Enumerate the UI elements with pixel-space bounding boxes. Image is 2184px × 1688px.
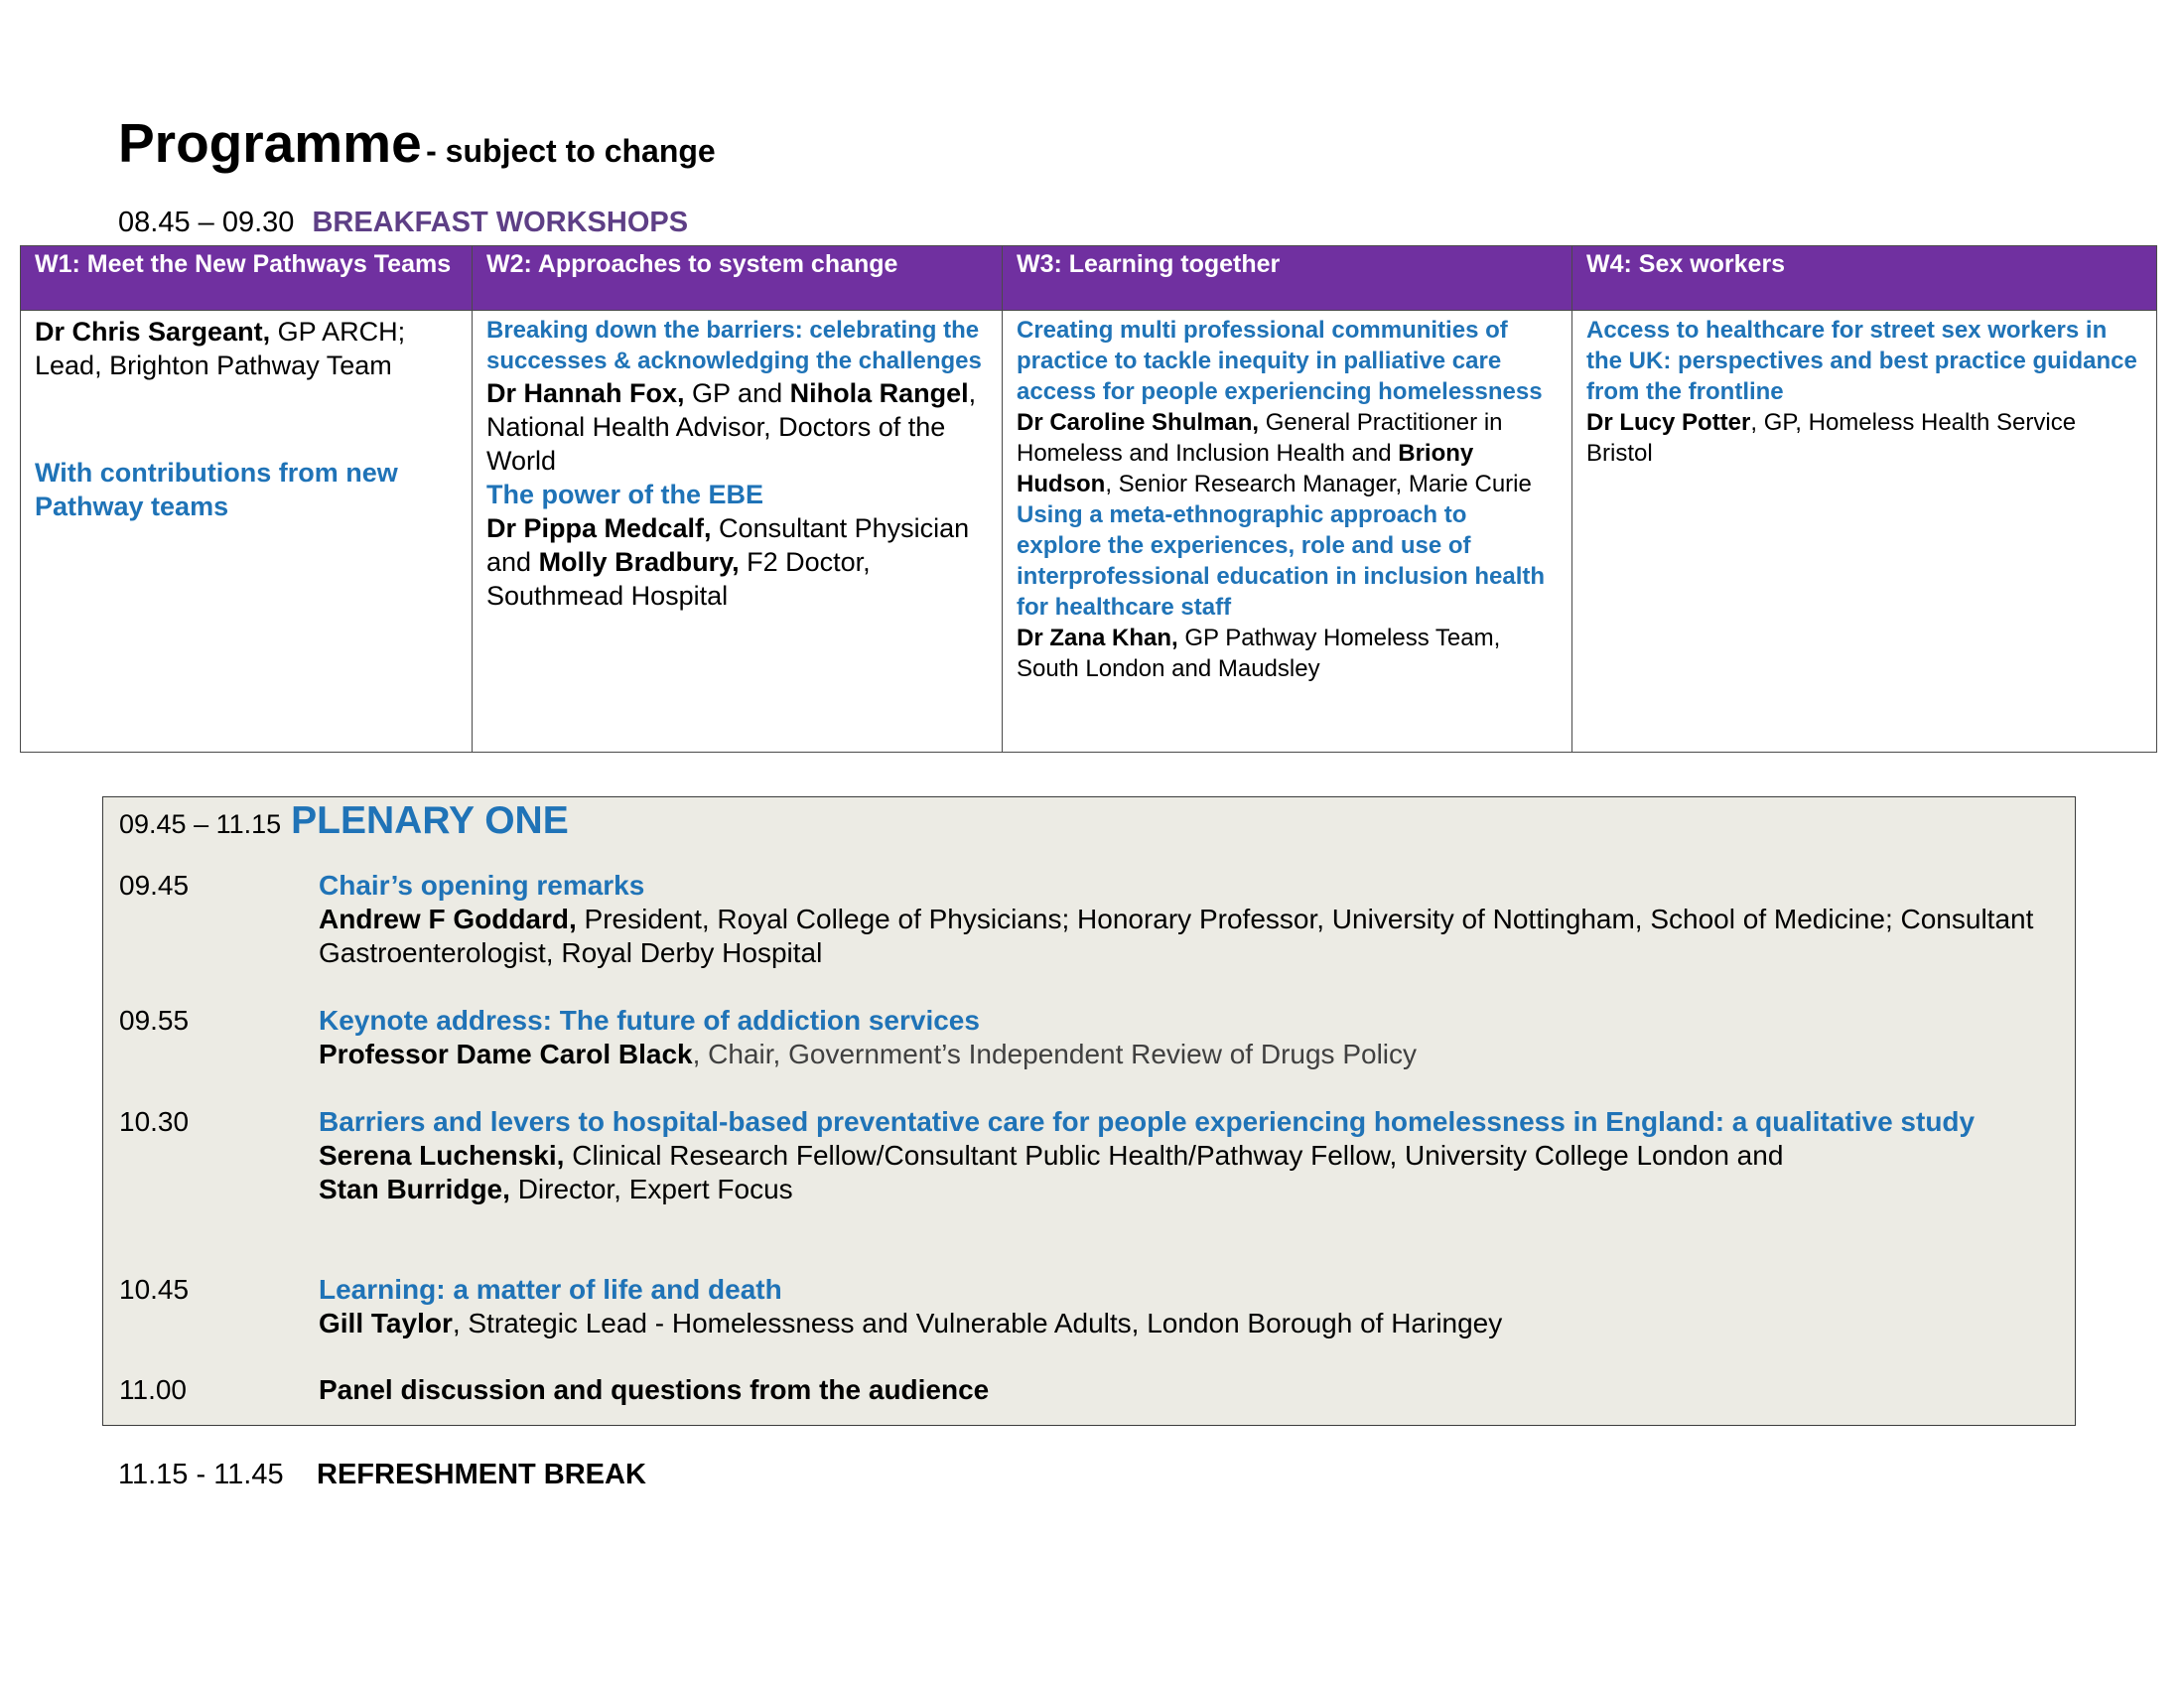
plenary-item-time: 10.45: [119, 1274, 190, 1305]
w3-talk2-speakers: [1017, 623, 1558, 684]
workshop-heading-w4: W4: Sex workers: [1572, 246, 2157, 311]
refreshment-time: 11.15 - 11.45: [118, 1459, 284, 1490]
plenary-item-time: 11.00: [119, 1374, 187, 1405]
plenary-item-speaker: Gill Taylor: [319, 1308, 453, 1338]
breakfast-workshops-heading: [118, 207, 688, 239]
plenary-item-time: 10.30: [119, 1106, 190, 1137]
refreshment-label: REFRESHMENT BREAK: [317, 1459, 646, 1490]
workshop-heading-w1: W1: Meet the New Pathways Teams: [21, 246, 473, 311]
w2-talk2-speakers: [486, 511, 988, 613]
w4-talk-title: Access to healthcare for street sex workers in the UK: perspectives and best practice guidance from the frontline: [1586, 317, 2137, 405]
w2-talk1-mid: GP and: [684, 378, 790, 408]
programme-subtitle: - subject to change: [426, 133, 716, 169]
w1-speaker-name: Dr Chris Sargeant,: [35, 317, 271, 347]
w2-talk2-name2: Molly Bradbury,: [538, 547, 740, 577]
breakfast-time: 08.45 – 09.30: [118, 207, 295, 238]
w3-talk2-name: Dr Zana Khan,: [1017, 625, 1178, 651]
w2-talk1-speakers: [486, 376, 988, 478]
workshop-cell-w4: [1572, 311, 2157, 753]
plenary-item: [119, 869, 2059, 970]
plenary-item-role-2: Director, Expert Focus: [509, 1174, 793, 1204]
w2-talk1-name2: Nihola Rangel: [789, 378, 969, 408]
refreshment-break: [118, 1459, 646, 1491]
w3-talk1-role: , Senior Research Manager, Marie Curie: [1105, 471, 1532, 497]
plenary-item-title: Barriers and levers to hospital-based preventative care for people experiencing homelessness in England: a qualitative study: [319, 1106, 1976, 1137]
workshops-header-row: [21, 246, 2157, 311]
workshops-table: [20, 245, 2157, 753]
w3-talk1-mid: General Practitioner in Homeless and Inclusion Health and: [1017, 409, 1503, 467]
plenary-item-role: , Chair, Government’s Independent Review of Drugs Policy: [692, 1039, 1418, 1069]
plenary-item-speaker: Andrew F Goddard,: [319, 904, 577, 934]
programme-heading: Programme: [118, 112, 422, 174]
w2-talk2-name1: Dr Pippa Medcalf,: [486, 513, 712, 543]
w4-speaker: [1586, 407, 2142, 469]
w2-talk1-role: , National Health Advisor, Doctors of the World: [486, 378, 977, 476]
plenary-item-role: Clinical Research Fellow/Consultant Public Health/Pathway Fellow, University College London and: [564, 1140, 1784, 1171]
workshop-cell-w1: [21, 311, 473, 753]
plenary-item-time: 09.55: [119, 1005, 190, 1036]
plenary-label: PLENARY ONE: [291, 799, 569, 842]
plenary-item: [119, 1105, 2059, 1206]
w1-speaker: [35, 315, 458, 382]
w2-talk2-mid: Consultant Physician and: [486, 513, 970, 577]
w4-speaker-role: , GP, Homeless Health Service Bristol: [1586, 409, 2077, 467]
w2-talk1-name1: Dr Hannah Fox,: [486, 378, 685, 408]
w3-talk1-name1: Dr Caroline Shulman,: [1017, 409, 1260, 436]
plenary-item-speaker: Serena Luchenski,: [319, 1140, 565, 1171]
w3-talk1-speakers: [1017, 407, 1558, 499]
breakfast-label: BREAKFAST WORKSHOPS: [312, 207, 689, 238]
page-title: [118, 111, 716, 175]
w1-speaker-role: GP ARCH; Lead, Brighton Pathway Team: [35, 317, 406, 380]
w3-talk1-title: Creating multi professional communities of practice to tackle inequity in palliative care access for people experiencing homelessness: [1017, 317, 1543, 405]
workshops-content-row: [21, 311, 2157, 753]
plenary-one-box: [102, 796, 2076, 1426]
plenary-item-title: Keynote address: The future of addiction services: [319, 1005, 980, 1036]
plenary-item: [119, 1273, 2059, 1340]
plenary-item-role: President, Royal College of Physicians; Honorary Professor, University of Nottingham, School of Medicine; Consultant Gastroenterologist, Royal Derby Hospital: [319, 904, 2034, 968]
w3-talk2-title: Using a meta-ethnographic approach to explore the experiences, role and use of interprofessional education in inclusion health for healthcare staff: [1017, 501, 1546, 621]
workshop-heading-w3: W3: Learning together: [1003, 246, 1572, 311]
w3-talk2-role: GP Pathway Homeless Team, South London and Maudsley: [1017, 625, 1501, 682]
plenary-item: [119, 1373, 2059, 1407]
w3-talk1-name2: Briony Hudson: [1017, 440, 1474, 497]
plenary-item-speaker: Professor Dame Carol Black: [319, 1039, 693, 1069]
workshop-heading-w2: W2: Approaches to system change: [473, 246, 1003, 311]
plenary-item-role: , Strategic Lead - Homelessness and Vulnerable Adults, London Borough of Haringey: [452, 1308, 1503, 1338]
workshop-cell-w3: [1003, 311, 1572, 753]
plenary-item-title: Learning: a matter of life and death: [319, 1274, 782, 1305]
plenary-item-title: Panel discussion and questions from the audience: [319, 1374, 990, 1405]
plenary-item-speaker-2: Stan Burridge,: [319, 1174, 510, 1204]
plenary-item-title: Chair’s opening remarks: [319, 870, 645, 901]
w2-talk1-title: Breaking down the barriers: celebrating the successes & acknowledging the challenges: [486, 317, 982, 374]
plenary-time: 09.45 – 11.15: [119, 809, 282, 839]
workshop-cell-w2: [473, 311, 1003, 753]
w1-contributions: With contributions from new Pathway teams: [35, 458, 398, 521]
w2-talk2-title: The power of the EBE: [486, 480, 764, 509]
w2-talk2-role: F2 Doctor, Southmead Hospital: [486, 547, 871, 611]
w4-speaker-name: Dr Lucy Potter: [1586, 409, 1751, 436]
plenary-item: [119, 1004, 2059, 1071]
plenary-heading: [119, 799, 569, 843]
plenary-item-time: 09.45: [119, 870, 190, 901]
